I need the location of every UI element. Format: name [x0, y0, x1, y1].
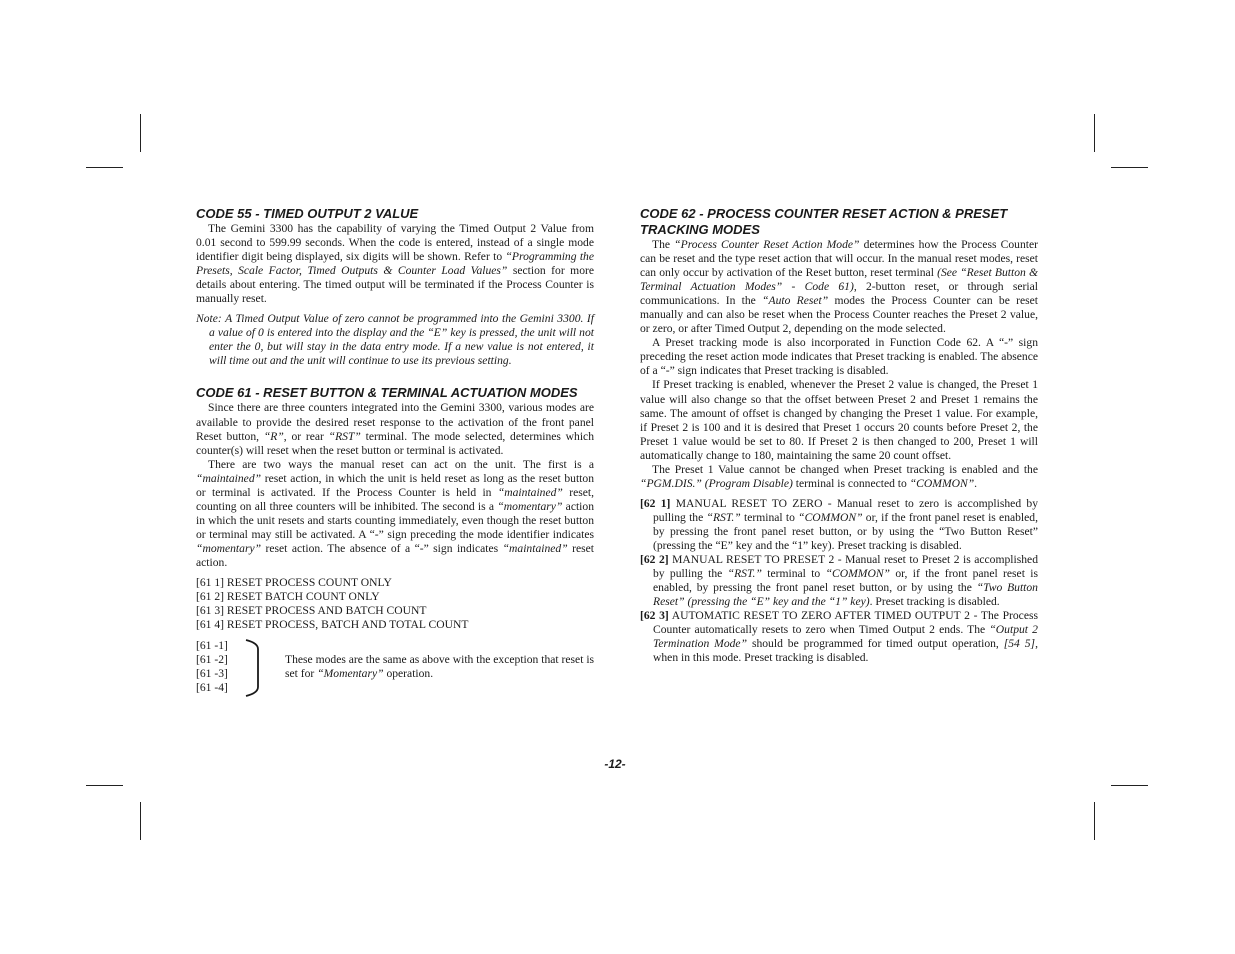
crop-mark	[86, 167, 123, 168]
code62-mode-2: [62 2] MANUAL RESET TO PRESET 2 - Manual reset to Preset 2 is accomplished by pulling the “RST.” terminal to “COMMON” or, if the front panel reset is enabled, by pressing the front panel reset button, or by using the “Two Button Reset” (pressing the “E” key and the “1” key). Preset tracking is disabled.	[640, 553, 1038, 609]
crop-mark	[1094, 802, 1095, 840]
code61-heading: CODE 61 - RESET BUTTON & TERMINAL ACTUATION MODES	[196, 385, 578, 401]
code55-heading: CODE 55 - TIMED OUTPUT 2 VALUE	[196, 206, 419, 221]
code62-heading: CODE 62 - PROCESS COUNTER RESET ACTION & PRESET TRACKING MODES	[640, 206, 1008, 237]
list-item: [61 2] RESET BATCH COUNT ONLY	[196, 590, 380, 604]
list-item: [61 1] RESET PROCESS COUNT ONLY	[196, 576, 392, 590]
code61-mode-list	[196, 576, 594, 632]
code62-paragraph-3: If Preset tracking is enabled, whenever the Preset 2 value is changed, the Preset 1 value will also change so that the offset between Preset 2 and Preset 1 remains the same. The amount of offset is changed by changing the Preset 1 value. For example, if Preset 2 is 100 and it is desired that Preset 1 occurs 20 counts before Preset 2, the Preset 1 value would be set to 80. If Preset 2 is then changed to 200, Preset 1 will automatically change to 180, maintaining the same 20 count offset.	[640, 378, 1038, 462]
code62-mode-1: [62 1] MANUAL RESET TO ZERO - Manual reset to zero is accomplished by pulling the “RST.” terminal to “COMMON” or, if the front panel reset is enabled, by pressing the front panel reset button, or by using the “Two Button Reset” (pressing the “E” key and the “1” key). Preset tracking is disabled.	[640, 496, 1039, 552]
right-bracket-icon	[244, 639, 264, 697]
list-item: [61 4] RESET PROCESS, BATCH AND TOTAL COUNT	[196, 618, 469, 632]
right-column	[640, 206, 1038, 665]
crop-mark	[1111, 785, 1148, 786]
list-item: [61 -2]	[196, 653, 228, 667]
code61-paragraph-2: There are two ways the manual reset can act on the unit. The first is a “maintained” reset action, in which the unit is held reset as long as the reset button or terminal is activated. If the Process Counter is held in “maintained” reset, counting on all three counters will be inhibited. The second is a “momentary” action in which the unit resets and starts counting immediately, even though the reset button or terminal may still be activated. A “-” sign preceding the mode identifier indicates “momentary” reset action. The absence of a “-” sign indicates “maintained” reset action.	[196, 457, 594, 569]
crop-mark	[140, 114, 141, 152]
code62-paragraph-2: A Preset tracking mode is also incorporated in Function Code 62. A “-” sign preceding the reset action mode indicates that Preset tracking is enabled. The absence of a “-” sign indicates that Preset tracking is disabled.	[640, 336, 1038, 378]
code61-momentary-block	[196, 639, 594, 695]
list-item: [61 -4]	[196, 681, 228, 695]
list-item: [61 3] RESET PROCESS AND BATCH COUNT	[196, 604, 427, 618]
code55-paragraph: The Gemini 3300 has the capability of varying the Timed Output 2 Value from 0.01 second to 599.99 seconds. When the code is entered, instead of a single mode identifier digit being displayed, six digits will be shown. Refer to “Programming the Presets, Scale Factor, Timed Outputs & Counter Load Values” section for more details about entering. The timed output will be terminated if the Process Counter is manually reset.	[196, 222, 595, 306]
crop-mark	[86, 785, 123, 786]
crop-mark	[1094, 114, 1095, 152]
list-item: [61 -3]	[196, 667, 228, 681]
code61-paragraph-1: Since there are three counters integrated into the Gemini 3300, various modes are available to provide the desired reset response to the activation of the front panel Reset button, “R”, or rear “RST” terminal. The mode selected, determines which counter(s) will reset when the reset button or terminal is activated.	[196, 401, 594, 457]
crop-mark	[1111, 167, 1148, 168]
code55-note: Note: A Timed Output Value of zero cannot be programmed into the Gemini 3300. If a value of 0 is entered into the display and the “E” key is pressed, the unit will not enter the 0, but will stay in the data entry mode. If a new value is not entered, it will time out and the unit will continue to use its previous setting.	[196, 312, 594, 368]
list-item: [61 -1]	[196, 639, 228, 653]
code62-paragraph-1: The “Process Counter Reset Action Mode” determines how the Process Counter can be reset and the type reset action that will occur. In the manual reset modes, reset can only occur by activation of the Reset button, reset terminal (See “Reset Button & Terminal Actuation Modes” - Code 61), 2-button reset, or through serial communications. In the “Auto Reset” modes the Process Counter can be reset manually and can also be reset when the Process Counter reaches the Preset 2 value, or zero, or after Timed Output 2, depending on the mode selected.	[640, 238, 1038, 336]
code61-momentary-note: These modes are the same as above with the exception that reset is set for “Momentary” operation.	[285, 653, 595, 681]
crop-mark	[140, 802, 141, 840]
code62-mode-3: [62 3] AUTOMATIC RESET TO ZERO AFTER TIMED OUTPUT 2 - The Process Counter automatically resets to zero when Timed Output 2 ends. The “Output 2 Termination Mode” should be programmed for timed output operation, [54 5], when in this mode. Preset tracking is disabled.	[640, 609, 1038, 665]
page-number: -12-	[604, 757, 626, 771]
code62-paragraph-4: The Preset 1 Value cannot be changed when Preset tracking is enabled and the “PGM.DIS.” (Program Disable) terminal is connected to “COMMON”.	[640, 462, 1038, 490]
left-column	[196, 206, 594, 695]
